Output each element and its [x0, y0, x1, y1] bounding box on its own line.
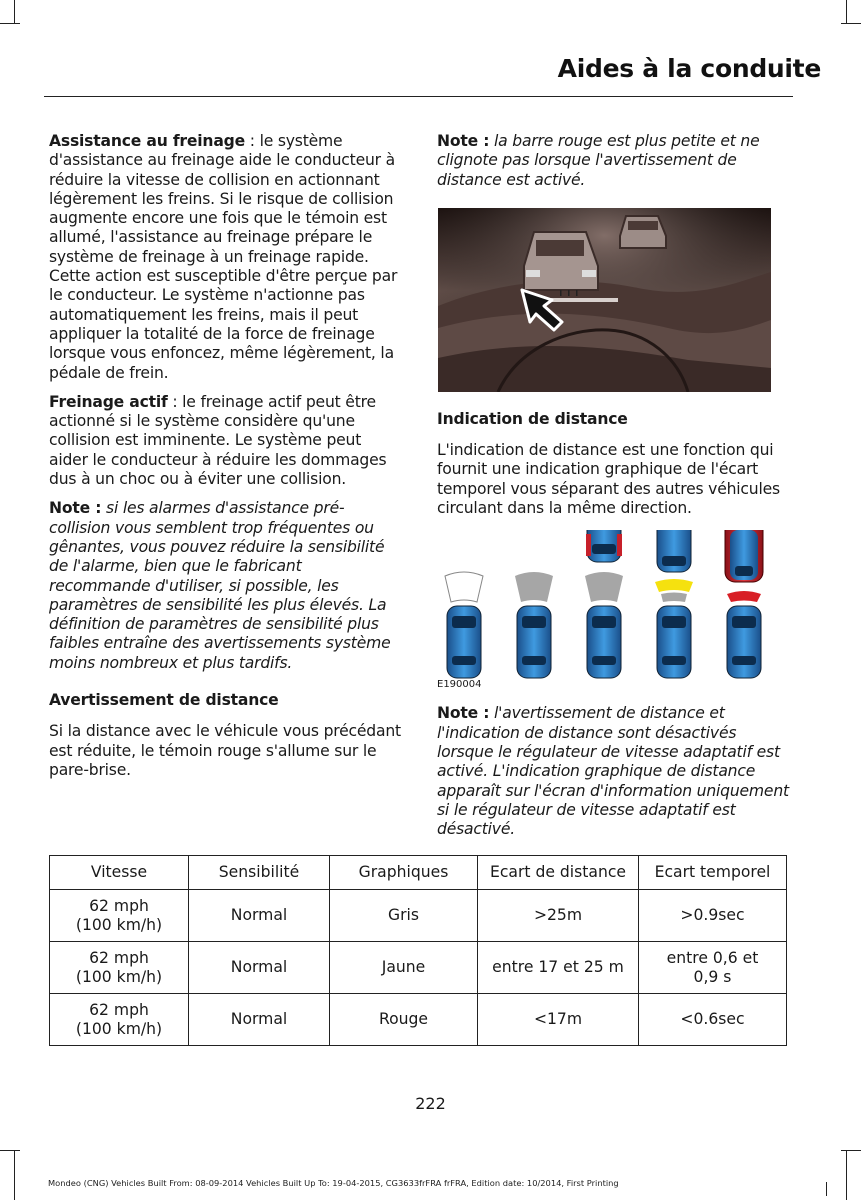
own-car-icon [447, 606, 481, 678]
windshield-warning-illustration [438, 208, 771, 392]
gap-indicator-gray [585, 572, 623, 602]
cell-graphics: Jaune [330, 942, 478, 994]
car-gap-graphic [437, 530, 772, 680]
paragraph-distance-warning: Si la distance avec le véhicule vous précédant est réduite, le témoin rouge s'allume sur le pare-brise. [49, 722, 401, 779]
note-red-bar [437, 132, 791, 190]
note-text: si les alarmes d'assistance pré-collision vous semblent trop fréquentes ou gênantes, vous pouvez réduire la sensibilité de l'alarme, bien que le fabricant recommande d'utiliser, si possible, les paramètres de sensibilité les plus élevés. La définition de paramètres de sensibilité plus faibles entraîne des avertissements système moins nombreux et plus tardifs. [49, 499, 391, 672]
column-header-graphics: Graphiques [330, 856, 478, 890]
cell-speed [50, 994, 189, 1046]
gap-indicator-gray-small [661, 593, 687, 603]
left-column [49, 132, 403, 790]
note-adaptive-cruise [437, 704, 791, 839]
page-number: 222 [415, 1094, 446, 1113]
distant-car-icon [620, 216, 666, 248]
paragraph-text: : le système d'assistance au freinage aide le conducteur à réduire la vitesse de collision en actionnant légèrement les freins. Si le risque de collision augmente encore une fois que le témoin est allumé, l'assistance au freinage prépare le système de freinage à un freinage rapide. Cette action est susceptible d'être perçue par le conducteur. Le système n'actionne pas automatiquement les freins, mais il peut appliquer la totalité de la force de freinage lorsque vous enfoncez, même légèrement, la pédale de frein. [49, 132, 398, 382]
cell-time-gap [639, 942, 787, 994]
table-row [50, 994, 787, 1046]
distance-table [49, 855, 787, 1046]
paragraph-active-braking [49, 393, 403, 489]
term-active-braking: Freinage actif [49, 392, 168, 411]
time-gap-text: >0.9sec [680, 906, 745, 924]
cell-time-gap [639, 994, 787, 1046]
right-column [437, 132, 791, 849]
speed-mph: 62 mph [89, 1000, 149, 1019]
crop-mark [846, 0, 847, 24]
paragraph-distance-indication: L'indication de distance est une fonction qui fournit une indication graphique de l'écart temporel vous séparant des autres véhicules circulant dans la même direction. [437, 441, 780, 518]
table-header-row [50, 856, 787, 890]
column-header-sensitivity: Sensibilité [189, 856, 330, 890]
crop-mark [14, 0, 15, 24]
note-text: l'avertissement de distance et l'indication de distance sont désactivés lorsque le régulateur de vitesse adaptatif est activé. L'indication graphique de distance apparaît sur l'écran d'information uniquement si le régulateur de vitesse adaptatif est désactivé. [437, 704, 789, 839]
gap-indicator-outline [445, 572, 483, 602]
speed-mph: 62 mph [89, 948, 149, 967]
own-car-icon [587, 606, 621, 678]
cell-graphics: Rouge [330, 994, 478, 1046]
crop-mark [0, 1150, 20, 1151]
distance-indication-illustration [437, 530, 772, 694]
paragraph-brake-assist [49, 132, 403, 383]
crop-mark [14, 1150, 15, 1200]
speed-kmh: (100 km/h) [75, 1019, 163, 1038]
table-row [50, 890, 787, 942]
speed-kmh: (100 km/h) [75, 915, 163, 934]
header-divider [44, 96, 793, 97]
time-gap-text: <0.6sec [680, 1010, 745, 1028]
gap-indicator-red [727, 591, 761, 602]
speed-kmh: (100 km/h) [75, 967, 163, 986]
column-header-distance-gap: Ecart de distance [478, 856, 639, 890]
cell-sensitivity: Normal [189, 994, 330, 1046]
note-sensitivity [49, 499, 403, 673]
cell-sensitivity: Normal [189, 890, 330, 942]
note-label: Note : [437, 704, 490, 723]
cell-distance-gap: <17m [478, 994, 639, 1046]
heading-distance-warning: Avertissement de distance [49, 691, 279, 710]
cell-speed [50, 942, 189, 994]
column-header-time-gap: Ecart temporel [639, 856, 787, 890]
own-car-icon [657, 606, 691, 678]
crop-mark [846, 1150, 847, 1200]
column-header-speed: Vitesse [50, 856, 189, 890]
lead-car-icon [657, 530, 691, 572]
footer-text: Mondeo (CNG) Vehicles Built From: 08-09-2014 Vehicles Built Up To: 19-04-2015, CG3633frFRA frFRA, Edition date: 10/2014, First Printing [48, 1178, 619, 1188]
cell-distance-gap: >25m [478, 890, 639, 942]
time-gap-text: 0,9 s [693, 967, 732, 986]
term-brake-assist: Assistance au freinage [49, 132, 245, 150]
speed-mph: 62 mph [89, 896, 149, 915]
crop-mark [841, 23, 861, 24]
cell-graphics: Gris [330, 890, 478, 942]
heading-distance-indication: Indication de distance [437, 409, 628, 428]
cell-sensitivity: Normal [189, 942, 330, 994]
lead-car-icon [524, 232, 598, 290]
cell-distance-gap: entre 17 et 25 m [478, 942, 639, 994]
note-label: Note : [49, 499, 102, 518]
note-text: la barre rouge est plus petite et ne clignote pas lorsque l'avertissement de distance est activé. [437, 132, 760, 189]
crop-mark [826, 1182, 827, 1196]
own-car-icon [517, 606, 551, 678]
lead-car-icon [586, 530, 622, 562]
table-row [50, 942, 787, 994]
cell-time-gap [639, 890, 787, 942]
cell-speed [50, 890, 189, 942]
own-car-icon [727, 606, 761, 678]
crop-mark [0, 23, 20, 24]
note-label: Note : [437, 132, 490, 150]
figure-code: E190004 [437, 679, 482, 691]
lead-car-icon-red [725, 530, 763, 582]
paragraph-text: : le freinage actif peut être actionné si le système considère qu'une collision est imminente. Le système peut aider le conducteur à réduire les dommages dus à un choc ou à éviter une collision. [49, 392, 387, 489]
page-title: Aides à la conduite [557, 54, 821, 83]
time-gap-text: entre 0,6 et [666, 948, 759, 967]
crop-mark [841, 1150, 861, 1151]
gap-indicator-yellow [655, 579, 693, 592]
gap-indicator-gray [515, 572, 553, 602]
